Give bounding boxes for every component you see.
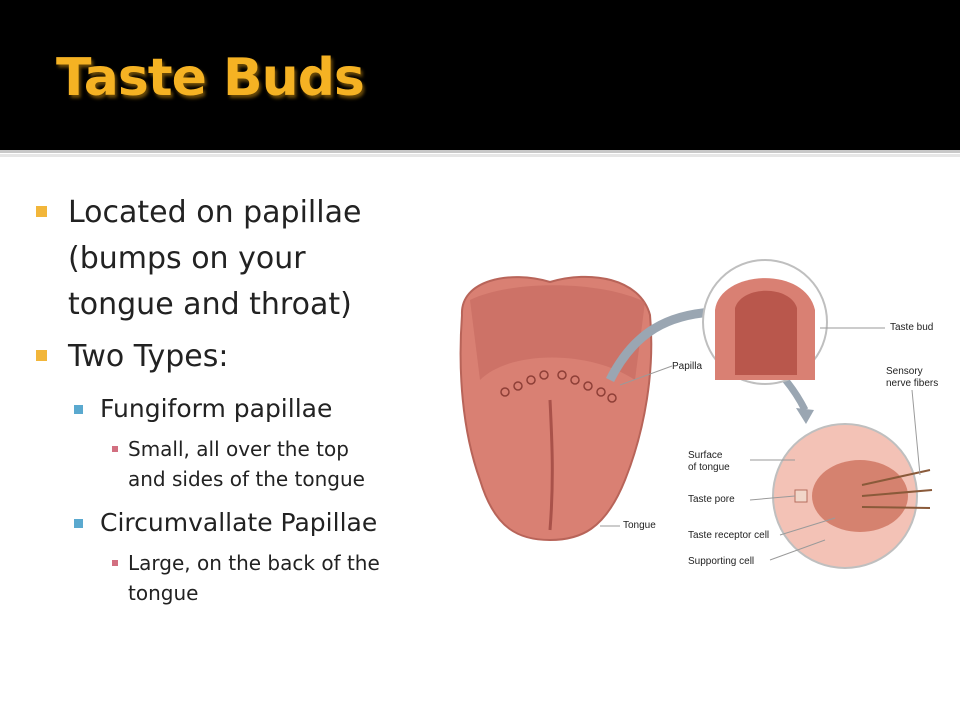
label-taste-pore: Taste pore [688,494,735,505]
label-tongue: Tongue [623,520,656,531]
subbullet-fungiform: Fungiform papillae [32,392,442,426]
detail-circumvallate: Large, on the back of the tongue [32,548,442,608]
label-papilla: Papilla [672,361,703,372]
subbullet-marker [74,405,83,414]
label-taste-receptor-cell: Taste receptor cell [688,530,770,541]
label-supporting-cell: Supporting cell [688,556,755,567]
detail-marker [112,446,118,452]
subbullet-circumvallate: Circumvallate Papillae [32,506,442,540]
title-divider-light [0,154,960,157]
tongue-diagram [450,240,950,580]
bullet-marker [36,350,47,361]
taste-bud-figure [450,240,950,580]
bullet-list [32,190,442,618]
label-taste-bud: Taste bud [890,322,934,333]
bullet-two-types: Two Types: [32,334,442,380]
detail-fungiform: Small, all over the top and sides of the tongue [32,434,442,494]
bullet-marker [36,206,47,217]
title-divider [0,150,960,153]
bullet-located: Located on papillae (bumps on your tongue and throat) [32,190,442,328]
slide-title: Taste Buds [56,48,364,108]
detail-marker [112,560,118,566]
label-sensory-nerve-fibers: Sensory nerve fibers [886,366,939,389]
subbullet-marker [74,519,83,528]
label-surface-of-tongue: Surface of tongue [688,450,730,473]
